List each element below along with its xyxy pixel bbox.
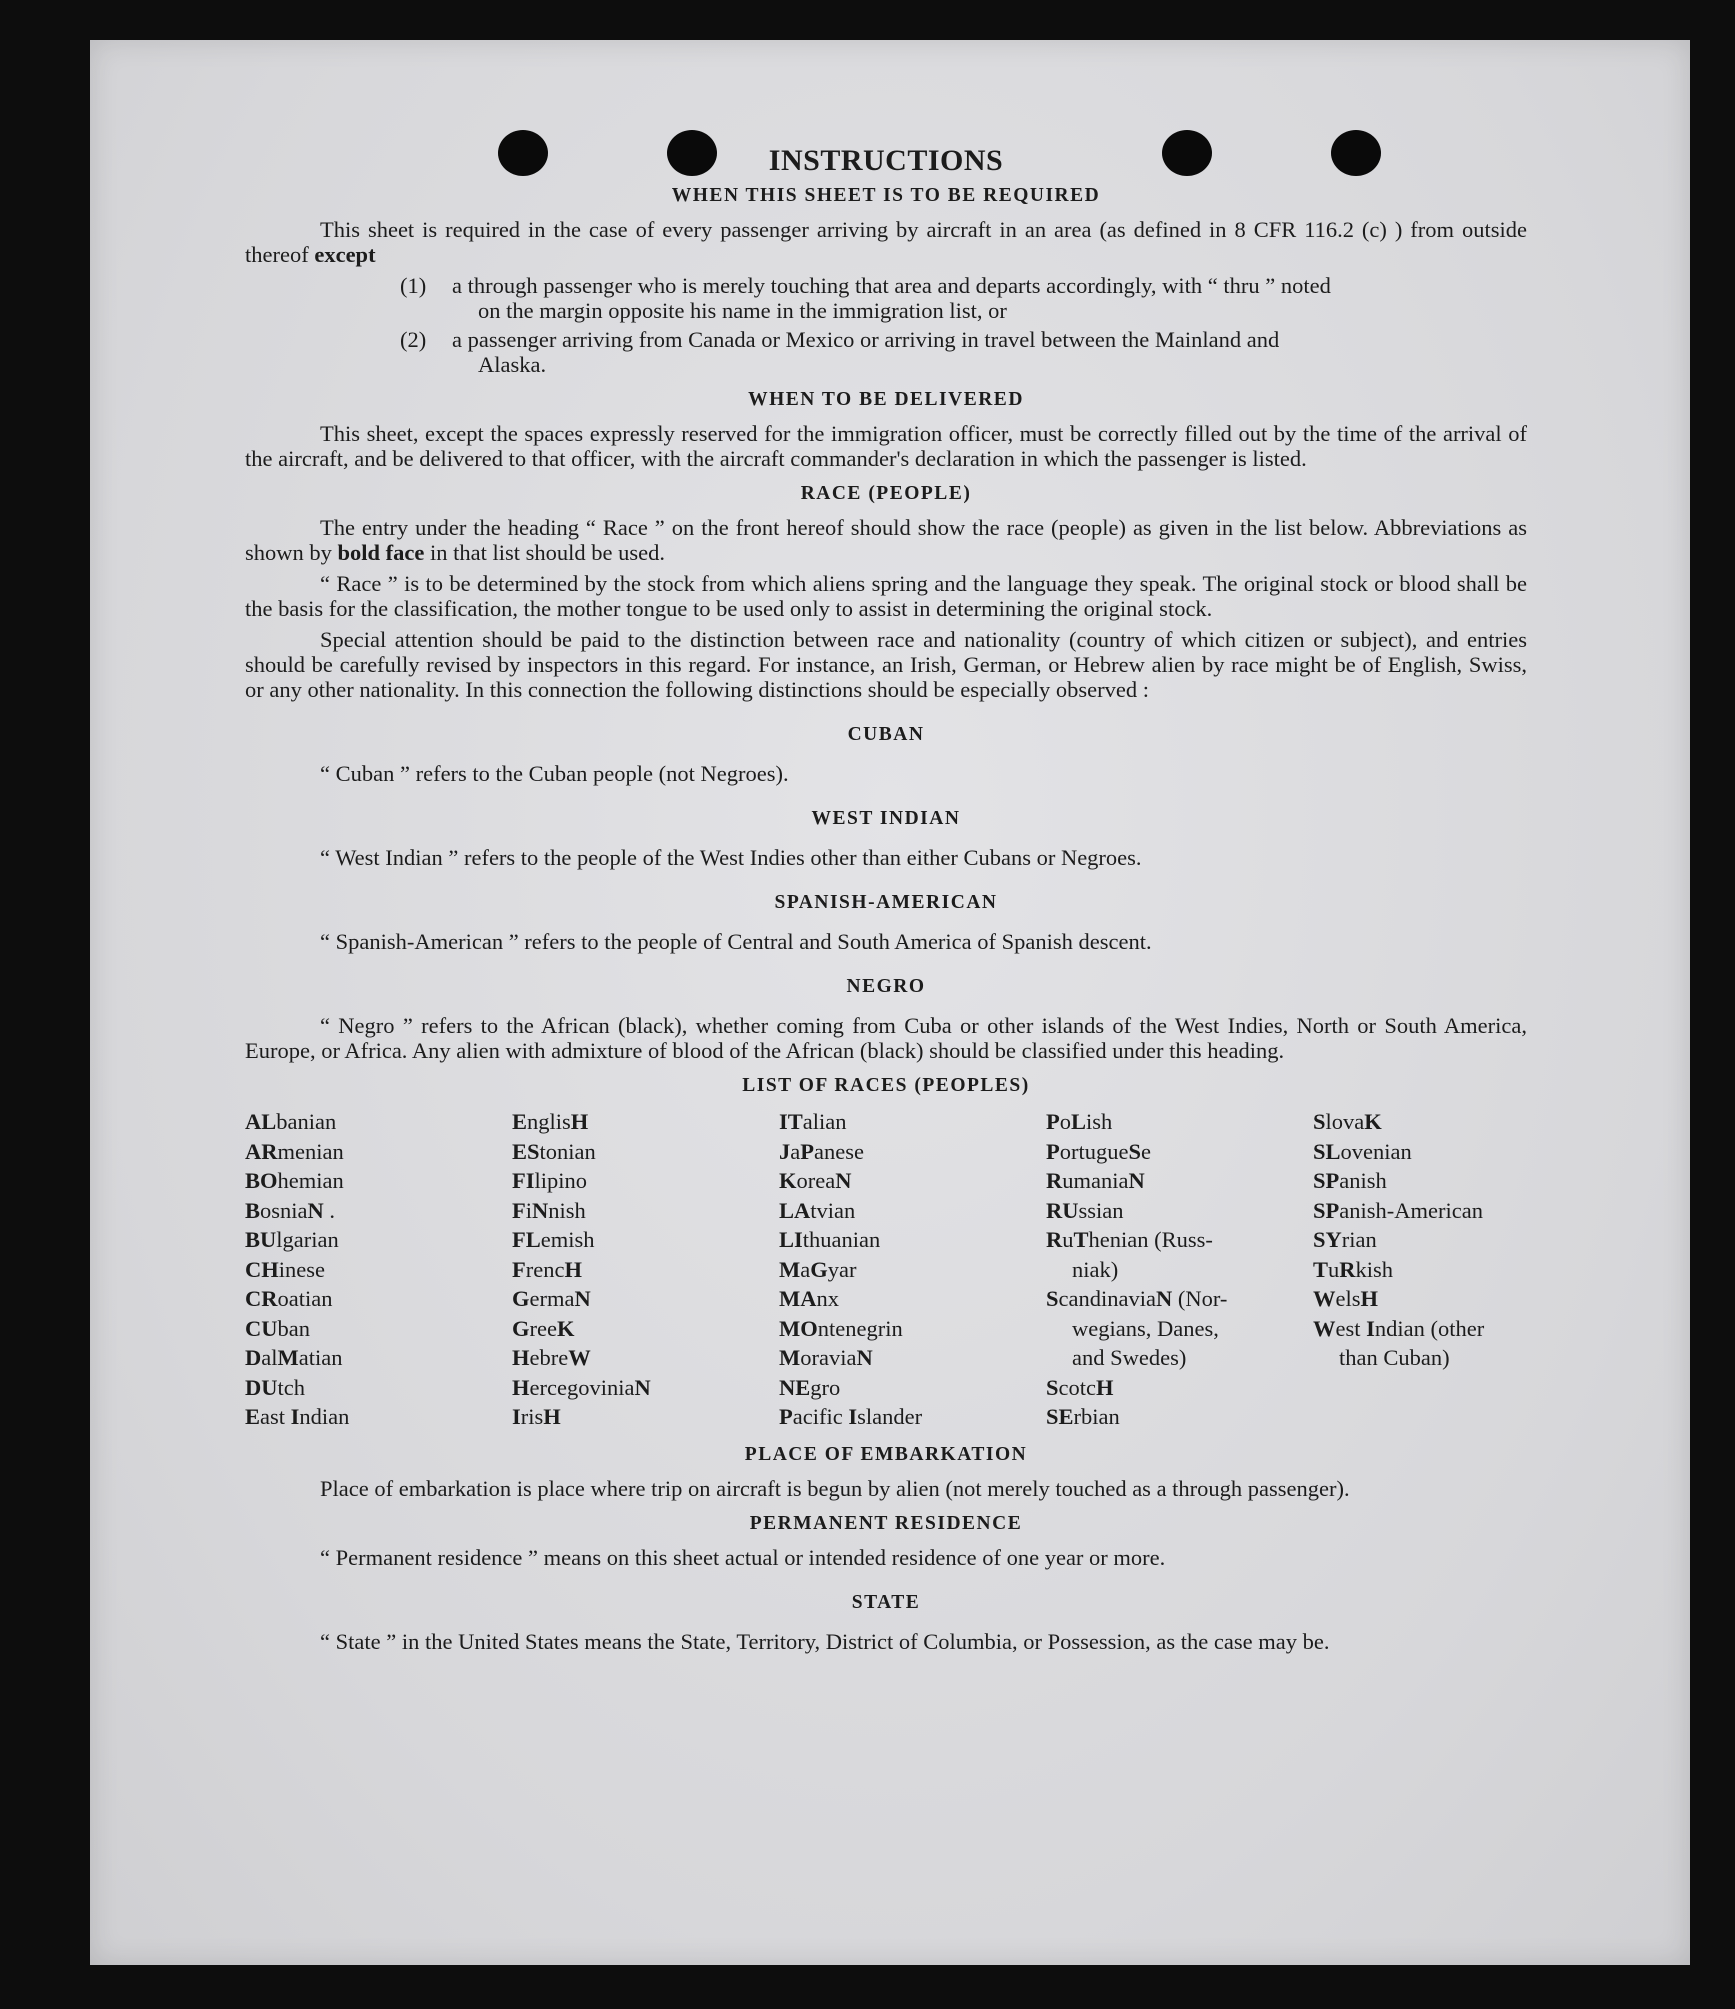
spanish-american-text: “ Spanish-American ” refers to the people of Central and South America of Spanish descent.	[320, 929, 1152, 954]
section-heading-west-indian: WEST INDIAN	[811, 808, 961, 829]
race-entry: CRoatian	[245, 1286, 333, 1311]
exception-item: (2) a passenger arriving from Canada or Mexico or arriving in travel between the Mainland and Alaska.	[400, 327, 1280, 377]
race-entry: NEgro	[779, 1374, 841, 1400]
race-entry: LAtvian	[779, 1197, 856, 1223]
race-entry: niak)	[1072, 1256, 1119, 1282]
race-column	[1313, 1107, 1527, 1432]
race-entry: EnglisH	[512, 1109, 589, 1134]
race-entry: TuRkish	[1313, 1256, 1394, 1282]
race-entry: SPanish	[1313, 1168, 1387, 1193]
race-entry: RuThenian (Russ-	[1046, 1227, 1213, 1252]
section-heading-delivered: WHEN TO BE DELIVERED	[748, 389, 1024, 410]
race-entry: SlovaK	[1313, 1109, 1382, 1134]
section-heading-residence: PERMANENT RESIDENCE	[749, 1512, 1023, 1534]
section-heading-state: STATE	[851, 1591, 921, 1613]
race-entry: FLemish	[512, 1227, 595, 1252]
race-entry: MaGyar	[779, 1256, 857, 1282]
race-entry: ScandinaviaN (Nor-	[1046, 1286, 1228, 1311]
race-entry: HercegoviniaN	[512, 1374, 651, 1400]
race-entry: WelsH	[1313, 1286, 1379, 1311]
race-entry: PoLish	[1046, 1109, 1113, 1134]
race-entry: Pacific Islander	[779, 1404, 923, 1429]
race-entry: East Indian	[245, 1404, 350, 1429]
race-paragraph: The entry under the heading “ Race ” on the front hereof should show the race (people) as given in the list below. Abbreviations as shown by bold face in that list should be used.	[245, 515, 1527, 565]
race-paragraph: Special attention should be paid to the distinction between race and nationality (country of which citizen or subject), and entries should be carefully revised by inspectors in this regard. For instance, an Irish, German, or Hebrew alien by race might be of English, Swiss, or any other nationality. In this connection the following distinctions should be especially observed :	[245, 627, 1527, 702]
race-entry: RumaniaN	[1046, 1168, 1145, 1193]
race-entry: IrisH	[512, 1404, 561, 1429]
race-entry: CHinese	[245, 1256, 325, 1282]
race-column	[512, 1107, 779, 1432]
race-entry: ALbanian	[245, 1109, 337, 1134]
race-entry: GreeK	[512, 1315, 575, 1341]
race-entry: FiNnish	[512, 1197, 586, 1223]
race-entry: JaPanese	[779, 1138, 864, 1164]
delivered-text: This sheet, except the spaces expressly reserved for the immigration officer, must be correctly filled out by the time of the arrival of the aircraft, and be delivered to that officer, with the aircraft commander's declaration in which the passenger is listed.	[245, 421, 1527, 471]
west-indian-text: “ West Indian ” refers to the people of the West Indies other than either Cubans or Negroes.	[320, 845, 1142, 870]
race-entry: wegians, Danes,	[1072, 1315, 1219, 1341]
race-entry: SYrian	[1313, 1227, 1377, 1252]
race-entry: GermaN	[512, 1286, 591, 1311]
race-column	[1046, 1107, 1313, 1432]
race-entry: West Indian (other	[1313, 1315, 1485, 1341]
race-entry: and Swedes)	[1072, 1345, 1187, 1370]
negro-text: “ Negro ” refers to the African (black), whether coming from Cuba or other islands of the West Indies, North or South America, Europe, or Africa. Any alien with admixture of blood of the African (black) should be classified under this heading.	[245, 1013, 1527, 1063]
section-heading-race: RACE (PEOPLE)	[800, 483, 972, 504]
section-heading-required: WHEN THIS SHEET IS TO BE REQUIRED	[671, 185, 1101, 206]
race-entry: PortugueSe	[1046, 1138, 1151, 1164]
embarkation-text: Place of embarkation is place where trip on aircraft is begun by alien (not merely touched as a through passenger).	[320, 1475, 1350, 1501]
residence-text: “ Permanent residence ” means on this sheet actual or intended residence of one year or more.	[320, 1544, 1166, 1570]
race-entry: BosniaN .	[245, 1197, 336, 1223]
required-intro: This sheet is required in the case of every passenger arriving by aircraft in an area (as defined in 8 CFR 116.2 (c) ) from outside thereof except	[245, 217, 1527, 267]
race-entry: ScotcH	[1046, 1374, 1114, 1400]
race-entry: MOntenegrin	[779, 1315, 903, 1341]
exception-item: (1) a through passenger who is merely touching that area and departs accordingly, with “ thru ” noted on the margin opposite his name in the immigration list, or	[400, 273, 1331, 323]
page-title: INSTRUCTIONS	[768, 144, 1004, 177]
race-entry: ARmenian	[245, 1138, 344, 1164]
instructions-content	[245, 144, 1527, 1660]
race-entry: CUban	[245, 1315, 310, 1341]
race-paragraph: “ Race ” is to be determined by the stock from which aliens spring and the language they speak. The original stock or blood shall be the basis for the classification, the mother tongue to be used only to assist in determining the original stock.	[245, 571, 1527, 621]
race-entry: SLovenian	[1313, 1138, 1412, 1164]
section-heading-cuban: CUBAN	[847, 724, 925, 745]
race-entry: LIthuanian	[779, 1227, 881, 1252]
race-entry: HebreW	[512, 1345, 591, 1370]
race-entry: SPanish-American	[1313, 1197, 1483, 1223]
race-column	[779, 1107, 1046, 1432]
state-text: “ State ” in the United States means the State, Territory, District of Columbia, or Possession, as the case may be.	[320, 1628, 1330, 1654]
race-entry: BOhemian	[245, 1168, 344, 1193]
race-entry: EStonian	[512, 1138, 596, 1164]
race-entry: KoreaN	[779, 1168, 852, 1193]
section-heading-spanish-american: SPANISH-AMERICAN	[774, 892, 998, 913]
race-entry: MoraviaN	[779, 1345, 873, 1370]
section-heading-negro: NEGRO	[846, 976, 926, 997]
cuban-text: “ Cuban ” refers to the Cuban people (not Negroes).	[320, 761, 789, 786]
race-entry: BUlgarian	[245, 1227, 339, 1252]
race-entry: FIlipino	[512, 1168, 588, 1193]
race-list	[245, 1107, 1527, 1432]
race-entry: RUssian	[1046, 1197, 1124, 1223]
section-heading-list-of-races: LIST OF RACES (PEOPLES)	[742, 1075, 1030, 1096]
section-heading-embarkation: PLACE OF EMBARKATION	[744, 1443, 1028, 1465]
race-entry: than Cuban)	[1339, 1345, 1450, 1370]
race-entry: FrencH	[512, 1256, 582, 1282]
race-entry: MAnx	[779, 1286, 839, 1311]
race-entry: SErbian	[1046, 1404, 1120, 1429]
race-entry: ITalian	[779, 1109, 847, 1134]
race-entry: DUtch	[245, 1374, 305, 1400]
race-column	[245, 1107, 512, 1432]
race-entry: DalMatian	[245, 1345, 343, 1370]
